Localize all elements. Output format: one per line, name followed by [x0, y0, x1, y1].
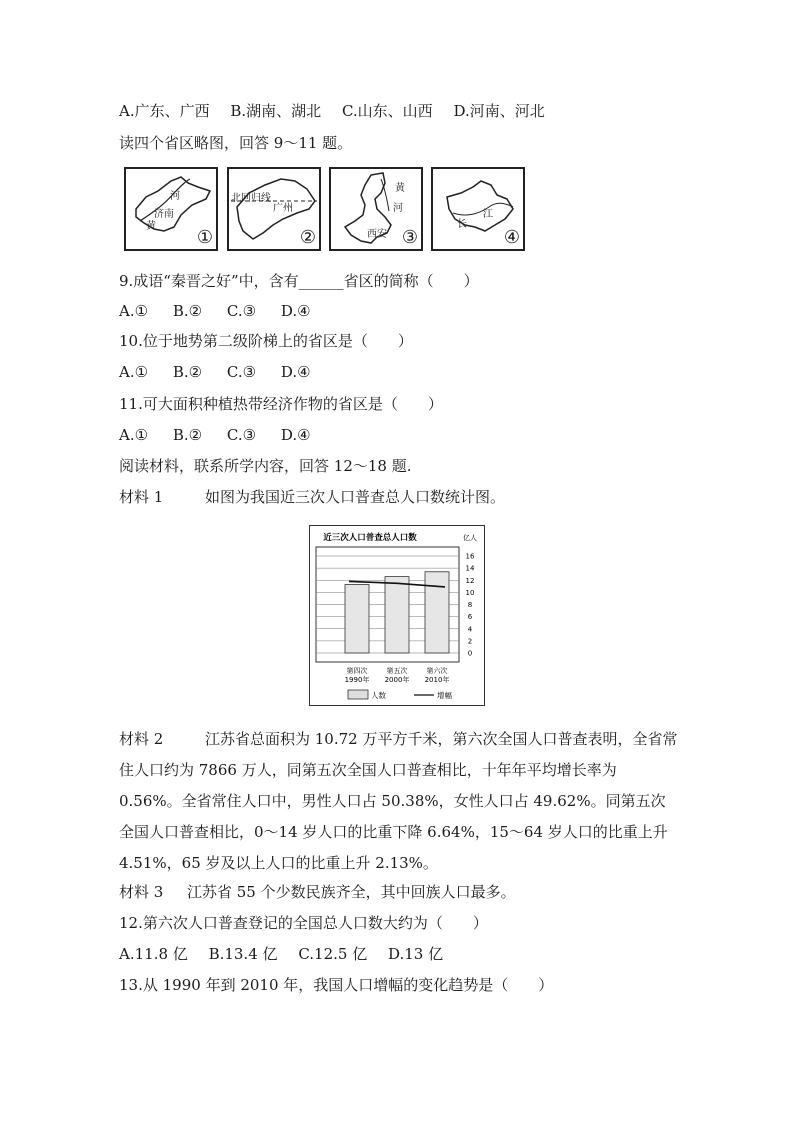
q10-stem: 10.位于地势第二级阶梯上的省区是（ ） [119, 332, 413, 350]
x-label-2-1: 第五次 [386, 667, 408, 675]
y-tick-0: 0 [467, 649, 473, 658]
x-label-3-2: 2010年 [424, 676, 450, 684]
x-label-1-1: 第四次 [346, 667, 368, 675]
material-3 [119, 882, 516, 902]
q12-stem: 12.第六次人口普查登记的全国总人口数大约为（ ） [119, 914, 488, 932]
q10-option-b[interactable]: B.② [172, 363, 203, 381]
q8-option-d[interactable]: D.河南、河北 [453, 102, 545, 120]
q10-option-a[interactable]: A.① [119, 363, 149, 381]
map-4-hubei [431, 167, 525, 251]
map-1-number: ① [196, 227, 213, 248]
map-2-label-tropic: 北回归线 [231, 193, 271, 204]
map-3-label-xian: 西安 [367, 229, 387, 240]
bar-2 [385, 577, 409, 653]
q9-option-d[interactable]: D.④ [280, 302, 311, 320]
y-tick-4: 4 [467, 625, 473, 634]
map-4-label-jiang: 江 [483, 209, 493, 220]
material-2-text: 江苏省总面积为 10.72 万平方千米，第六次全国人口普查表明，全省常住人口约为 7866 万人，同第五次全国人口普查相比，十年年平均增长率为 0.56%。全省常住人口中，男性人口占 50.38%，女性人口占 49.62%。同第五次全国人口普查相比，0～14 岁人口的比重下降 6.64%，15～64 岁人口的比重上升 4.51%，65 岁及以上人口的比重上升 2.13%。 [119, 730, 678, 872]
y-tick-8: 8 [467, 601, 473, 609]
q13-stem: 13.从 1990 年到 2010 年，我国人口增幅的变化趋势是（ ） [119, 976, 554, 994]
q11-option-a[interactable]: A.① [119, 426, 149, 444]
material-1-label: 材料 1 [119, 488, 164, 506]
map-3-number: ③ [401, 227, 418, 248]
map-2-number: ② [299, 227, 316, 248]
chart-title: 近三次人口普查总人口数 [323, 533, 417, 543]
q8-option-b[interactable]: B.湖南、湖北 [230, 102, 322, 120]
map-3-shaanxi [329, 167, 423, 251]
q11-options-row [119, 425, 331, 445]
y-tick-10: 10 [465, 588, 475, 597]
q12-option-d[interactable]: D.13 亿 [387, 945, 444, 963]
q11-option-c[interactable]: C.③ [226, 426, 257, 444]
material-1 [119, 487, 505, 507]
q12-option-a[interactable]: A.11.8 亿 [119, 945, 188, 963]
legend-bar-swatch [348, 690, 368, 699]
q9-option-b[interactable]: B.② [172, 302, 203, 320]
map-1-shandong [124, 167, 218, 251]
q8-option-c[interactable]: C.山东、山西 [341, 102, 433, 120]
q10-options-row [119, 362, 331, 382]
material-2 [119, 724, 679, 879]
material-2-label: 材料 2 [119, 730, 164, 748]
q9-stem: 9.成语“秦晋之好”中，含有______省区的简称（ ） [119, 272, 479, 290]
chart-y-ticks [466, 553, 475, 658]
q11-option-d[interactable]: D.④ [280, 426, 311, 444]
q11-stem: 11.可大面积种植热带经济作物的省区是（ ） [119, 395, 443, 413]
q12-option-b[interactable]: B.13.4 亿 [208, 945, 278, 963]
x-label-1-2: 1990年 [344, 676, 370, 684]
chart-x-labels [345, 666, 450, 684]
q12-options-row [119, 944, 459, 964]
map-2-guangdong [227, 167, 321, 251]
x-label-2-2: 2000年 [384, 676, 410, 684]
q9-options-row [119, 301, 331, 321]
map-4-number: ④ [503, 227, 520, 248]
y-tick-6: 6 [467, 613, 473, 622]
map-3-label-he: 河 [393, 203, 403, 214]
map-1-label-jinan: 济南 [154, 209, 174, 220]
q10-option-d[interactable]: D.④ [280, 363, 311, 381]
q8-options-row [119, 101, 561, 121]
population-chart [309, 525, 485, 706]
material-3-label: 材料 3 [119, 883, 164, 901]
q9-option-c[interactable]: C.③ [226, 302, 257, 320]
map-1-label-huang: 黄 [146, 221, 156, 232]
bar-1 [345, 584, 369, 653]
q12-option-c[interactable]: C.12.5 亿 [298, 945, 368, 963]
y-tick-14: 14 [465, 564, 475, 573]
y-tick-2: 2 [467, 637, 473, 646]
map-4-label-chang: 长 [457, 219, 467, 230]
y-tick-12: 12 [465, 576, 475, 585]
chart-ylabel: 亿人 [463, 534, 477, 542]
intro-9-11: 读四个省区略图，回答 9～11 题。 [119, 134, 353, 152]
map-3-label-huang: 黄 [395, 183, 405, 194]
x-label-3-1: 第六次 [426, 667, 448, 675]
q11-option-b[interactable]: B.② [172, 426, 203, 444]
q8-option-a[interactable]: A.广东、广西 [119, 102, 210, 120]
q9-option-a[interactable]: A.① [119, 302, 149, 320]
material-1-text: 如图为我国近三次人口普查总人口数统计图。 [205, 488, 506, 506]
intro-12-18: 阅读材料，联系所学内容，回答 12～18 题. [119, 457, 412, 475]
material-3-text: 江苏省 55 个少数民族齐全，其中回族人口最多。 [187, 883, 516, 901]
q10-option-c[interactable]: C.③ [226, 363, 257, 381]
map-2-label-guangzhou: 广州 [273, 203, 293, 214]
y-tick-16: 16 [465, 552, 475, 561]
bar-3 [425, 572, 449, 653]
legend-line-label: 增幅 [437, 691, 452, 700]
legend-bar-label: 人数 [371, 691, 386, 700]
map-1-label-he: 河 [170, 191, 180, 202]
